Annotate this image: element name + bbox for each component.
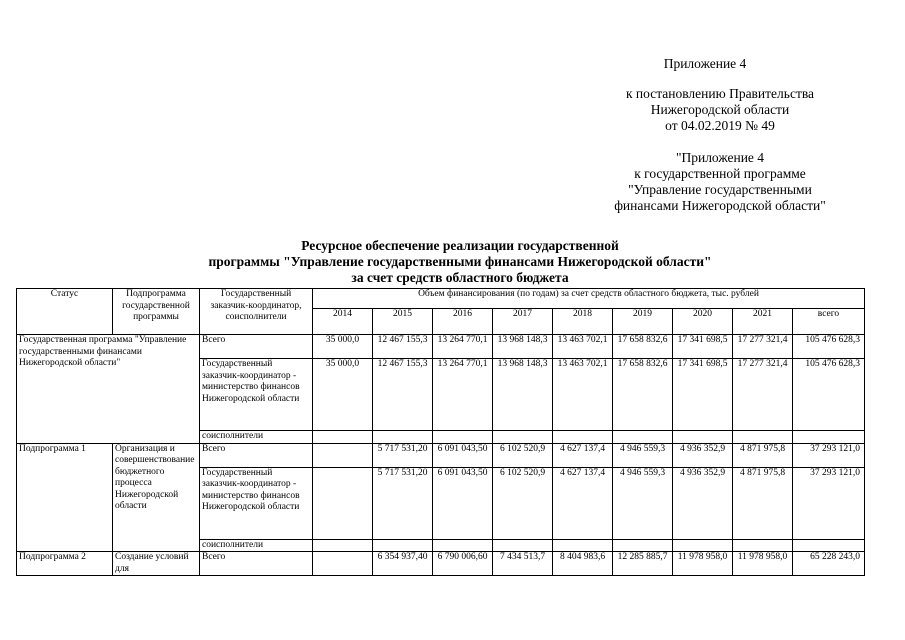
cell-value: 6 091 043,50 — [433, 443, 493, 467]
cell-total: 37 293 121,0 — [793, 443, 865, 467]
cell-value: 35 000,0 — [313, 359, 373, 431]
cell-value: 17 658 832,6 — [613, 335, 673, 359]
annex-program-reference — [590, 150, 850, 214]
annex-line: "Управление государственными — [628, 182, 812, 197]
cell-value: 6 091 043,50 — [433, 467, 493, 539]
cell-value: 13 264 770,1 — [433, 335, 493, 359]
cell-empty — [553, 431, 613, 444]
cell-value: 6 102 520,9 — [493, 443, 553, 467]
cell-value: 4 946 559,3 — [613, 443, 673, 467]
cell-value: 17 341 698,5 — [673, 335, 733, 359]
header-year: 2016 — [433, 309, 493, 335]
cell-empty — [433, 431, 493, 444]
cell-value: 4 871 975,8 — [733, 443, 793, 467]
row-coexec-label: соисполнители — [200, 431, 313, 444]
annex-line: от 04.02.2019 № 49 — [665, 118, 775, 133]
row-subprogram-name: Организация и совершенствование бюджетного процесса Нижегородской области — [113, 443, 200, 552]
annex-line: "Приложение 4 — [675, 150, 765, 165]
cell-value: 4 627 137,4 — [553, 467, 613, 539]
header-year: 2014 — [313, 309, 373, 335]
cell-value: 13 264 770,1 — [433, 359, 493, 431]
cell-empty — [493, 539, 553, 552]
row-customer-label: Всего — [200, 443, 313, 467]
cell-value: 11 978 958,0 — [673, 552, 733, 576]
header-year: 2021 — [733, 309, 793, 335]
cell-empty — [313, 431, 373, 444]
row-customer-label: Всего — [200, 335, 313, 359]
cell-value: 5 717 531,20 — [373, 467, 433, 539]
row-customer-label: Государственный заказчик-координатор - министерство финансов Нижегородской области — [200, 467, 313, 539]
cell-empty — [733, 539, 793, 552]
row-status: Подпрограмма 2 — [17, 552, 113, 576]
cell-empty — [313, 539, 373, 552]
cell-value: 13 968 148,3 — [493, 359, 553, 431]
cell-empty — [613, 431, 673, 444]
title-line: за счет средств областного бюджета — [351, 270, 569, 285]
cell-value — [313, 467, 373, 539]
table-row — [17, 552, 865, 576]
cell-empty — [373, 539, 433, 552]
cell-value: 6 354 937,40 — [373, 552, 433, 576]
title-line: программы "Управление государственными финансами Нижегородской области" — [208, 254, 712, 269]
cell-value: 12 285 885,7 — [613, 552, 673, 576]
cell-value: 17 658 832,6 — [613, 359, 673, 431]
annex-line: Нижегородской области — [650, 102, 790, 117]
header-status: Статус — [17, 289, 113, 335]
annex-title: Приложение 4 — [663, 56, 747, 71]
cell-value: 7 434 513,7 — [493, 552, 553, 576]
cell-value: 35 000,0 — [313, 335, 373, 359]
cell-value: 13 968 148,3 — [493, 335, 553, 359]
cell-value: 11 978 958,0 — [733, 552, 793, 576]
cell-empty — [433, 539, 493, 552]
header-customer: Государственный заказчик-координатор, соисполнители — [200, 289, 313, 335]
cell-value: 12 467 155,3 — [373, 335, 433, 359]
cell-empty — [733, 431, 793, 444]
cell-value — [313, 443, 373, 467]
row-subprogram-name: Создание условий для — [113, 552, 200, 576]
row-coexec-label: соисполнители — [200, 539, 313, 552]
cell-value: 12 467 155,3 — [373, 359, 433, 431]
cell-value: 17 277 321,4 — [733, 359, 793, 431]
cell-empty — [673, 539, 733, 552]
cell-value — [313, 552, 373, 576]
row-status: Подпрограмма 1 — [17, 443, 113, 552]
annex-line: к государственной программе — [634, 166, 806, 181]
cell-total: 105 476 628,3 — [793, 359, 865, 431]
row-status: Государственная программа "Управление государственными финансами Нижегородской области" — [17, 335, 200, 444]
row-customer-label: Всего — [200, 552, 313, 576]
header-funding: Объем финансирования (по годам) за счет средств областного бюджета, тыс. рублей — [313, 289, 865, 309]
cell-value: 17 277 321,4 — [733, 335, 793, 359]
cell-value: 13 463 702,1 — [553, 335, 613, 359]
document-title — [150, 238, 770, 286]
annex-decree-reference — [600, 86, 840, 134]
cell-value: 4 936 352,9 — [673, 467, 733, 539]
funding-table — [16, 288, 865, 576]
cell-value: 6 102 520,9 — [493, 467, 553, 539]
header-year: 2018 — [553, 309, 613, 335]
header-total: всего — [793, 309, 865, 335]
table-row — [17, 335, 865, 359]
cell-total: 65 228 243,0 — [793, 552, 865, 576]
cell-value: 4 936 352,9 — [673, 443, 733, 467]
header-year: 2020 — [673, 309, 733, 335]
cell-value: 4 627 137,4 — [553, 443, 613, 467]
row-customer-label: Государственный заказчик-координатор - министерство финансов Нижегородской области — [200, 359, 313, 431]
annex-line: финансами Нижегородской области" — [614, 198, 826, 213]
cell-value: 13 463 702,1 — [553, 359, 613, 431]
cell-empty — [373, 431, 433, 444]
table-row — [17, 443, 865, 467]
cell-value: 17 341 698,5 — [673, 359, 733, 431]
cell-empty — [613, 539, 673, 552]
annex-line: к постановлению Правительства — [625, 86, 815, 101]
cell-value: 6 790 006,60 — [433, 552, 493, 576]
header-row — [17, 289, 865, 309]
header-year: 2019 — [613, 309, 673, 335]
cell-value: 8 404 983,6 — [553, 552, 613, 576]
cell-empty — [673, 431, 733, 444]
cell-total: 105 476 628,3 — [793, 335, 865, 359]
cell-empty — [793, 431, 865, 444]
header-year: 2017 — [493, 309, 553, 335]
cell-value: 4 946 559,3 — [613, 467, 673, 539]
title-line: Ресурсное обеспечение реализации государственной — [301, 238, 619, 253]
cell-empty — [493, 431, 553, 444]
header-subprogram: Подпрограмма государственной программы — [113, 289, 200, 335]
header-year: 2015 — [373, 309, 433, 335]
cell-value: 4 871 975,8 — [733, 467, 793, 539]
cell-empty — [793, 539, 865, 552]
cell-total: 37 293 121,0 — [793, 467, 865, 539]
cell-empty — [553, 539, 613, 552]
cell-value: 5 717 531,20 — [373, 443, 433, 467]
